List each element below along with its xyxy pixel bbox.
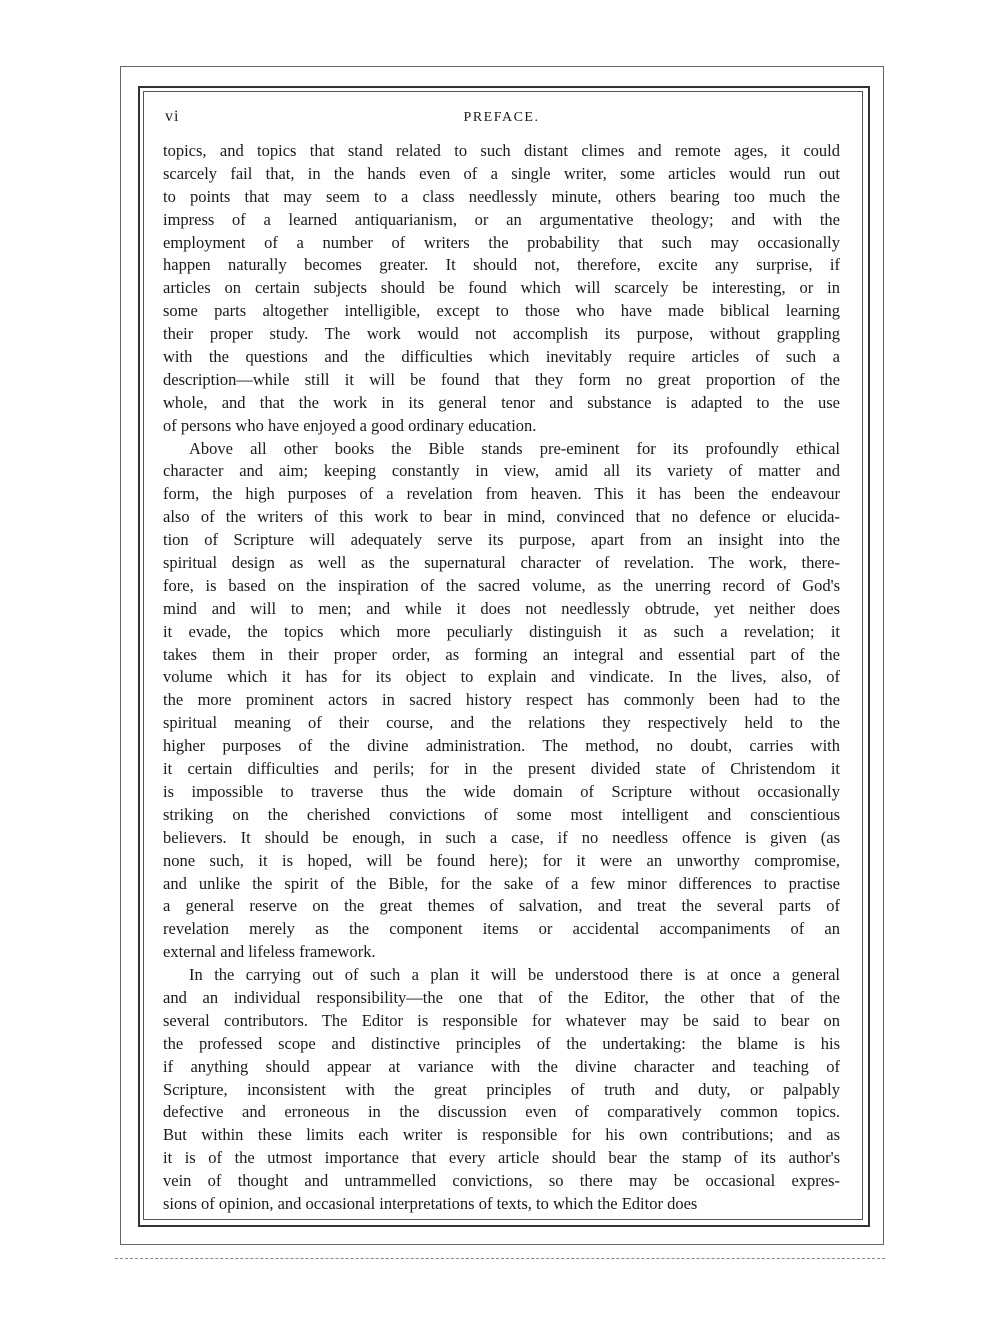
text-line: and unlike the spirit of the Bible, for the sake of a few minor differences to practise	[163, 873, 840, 893]
text-line: striking on the cherished convictions of some most intelligent and conscientious	[163, 804, 840, 824]
body-text	[163, 140, 840, 1216]
text-line: happen naturally becomes greater. It should not, therefore, excite any surprise, if	[163, 255, 840, 275]
text-line: is impossible to traverse thus the wide domain of Scripture without occasionally	[163, 781, 840, 801]
text-line: the professed scope and distinctive principles of the undertaking: the blame is his	[163, 1033, 840, 1053]
text-line: it certain difficulties and perils; for in the present divided state of Christendom it	[163, 759, 840, 779]
page-header	[163, 108, 840, 130]
text-line: whole, and that the work in its general tenor and substance is adapted to the use	[163, 392, 840, 412]
text-line: Scripture, inconsistent with the great principles of truth and duty, or palpably	[163, 1079, 840, 1099]
text-line: the more prominent actors in sacred history respect has commonly been had to the	[163, 690, 840, 710]
bottom-rule	[115, 1258, 885, 1259]
paragraph	[163, 438, 840, 964]
text-line: fore, is based on the inspiration of the sacred volume, as the unerring record of God's	[163, 575, 840, 595]
text-line: it evade, the topics which more peculiarly distinguish it as such a revelation; it	[163, 621, 840, 641]
text-line: sions of opinion, and occasional interpretations of texts, to which the Editor does	[163, 1193, 698, 1213]
text-line: description—while still it will be found that they form no great proportion of the	[163, 369, 840, 389]
text-line: with the questions and the difficulties which inevitably require articles of such a	[163, 347, 840, 367]
text-line: articles on certain subjects should be found which will scarcely be interesting, or in	[163, 278, 840, 298]
running-head: PREFACE.	[463, 110, 540, 125]
text-line: tion of Scripture will adequately serve its purpose, apart from an insight into the	[163, 530, 840, 550]
text-line: higher purposes of the divine administration. The method, no doubt, carries with	[163, 736, 840, 756]
text-line: a general reserve on the great themes of salvation, and treat the several parts of	[163, 896, 840, 916]
text-line: revelation merely as the component items or accidental accompaniments of an	[163, 919, 840, 939]
text-line: none such, it is hoped, will be found here); for it were an unworthy compromise,	[163, 850, 840, 870]
text-line: employment of a number of writers the probability that such may occasionally	[163, 232, 840, 252]
paragraph	[163, 964, 840, 1216]
text-line: mind and will to men; and while it does not needlessly obtrude, yet neither does	[163, 598, 840, 618]
paragraph	[163, 140, 840, 438]
text-line: impress of a learned antiquarianism, or an argumentative theology; and with the	[163, 209, 840, 229]
text-line: takes them in their proper order, as forming an integral and essential part of the	[163, 644, 840, 664]
text-line: and an individual responsibility—the one that of the Editor, the other that of the	[163, 987, 840, 1007]
text-line: external and lifeless framework.	[163, 942, 376, 962]
text-line: of persons who have enjoyed a good ordinary education.	[163, 415, 537, 435]
text-line: But within these limits each writer is responsible for his own contributions; and as	[163, 1125, 840, 1145]
text-line: In the carrying out of such a plan it will be understood there is at once a general	[189, 965, 840, 985]
text-line: several contributors. The Editor is responsible for whatever may be said to bear on	[163, 1010, 840, 1030]
text-line: defective and erroneous in the discussion even of comparatively common topics.	[163, 1102, 840, 1122]
text-line: it is of the utmost importance that every article should bear the stamp of its author's	[163, 1148, 840, 1168]
text-line: believers. It should be enough, in such a case, if no needless offence is given (as	[163, 827, 840, 847]
text-line: vein of thought and untrammelled convictions, so there may be occasional expres-	[163, 1171, 840, 1191]
text-line: character and aim; keeping constantly in view, amid all its variety of matter and	[163, 461, 840, 481]
text-line: volume which it has for its object to explain and vindicate. In the lives, also, of	[163, 667, 840, 687]
text-line: scarcely fail that, in the hands even of a single writer, some articles would run out	[163, 163, 840, 183]
text-line: to points that may seem to a class needlessly minute, others bearing too much the	[163, 186, 840, 206]
text-line: if anything should appear at variance with the divine character and teaching of	[163, 1056, 840, 1076]
text-line: topics, and topics that stand related to such distant climes and remote ages, it could	[163, 141, 840, 160]
page-number: vi	[165, 108, 180, 125]
text-line: spiritual meaning of their course, and the relations they respectively held to the	[163, 713, 840, 733]
text-line: also of the writers of this work to bear in mind, convinced that no defence or elucida-	[163, 507, 840, 527]
text-line: spiritual design as well as the supernatural character of revelation. The work, there-	[163, 553, 840, 573]
text-line: their proper study. The work would not accomplish its purpose, without grappling	[163, 324, 840, 344]
text-line: some parts altogether intelligible, except to those who have made biblical learning	[163, 301, 840, 321]
text-line: form, the high purposes of a revelation from heaven. This it has been the endeavour	[163, 484, 840, 504]
text-line: Above all other books the Bible stands pre-eminent for its profoundly ethical	[189, 438, 840, 458]
